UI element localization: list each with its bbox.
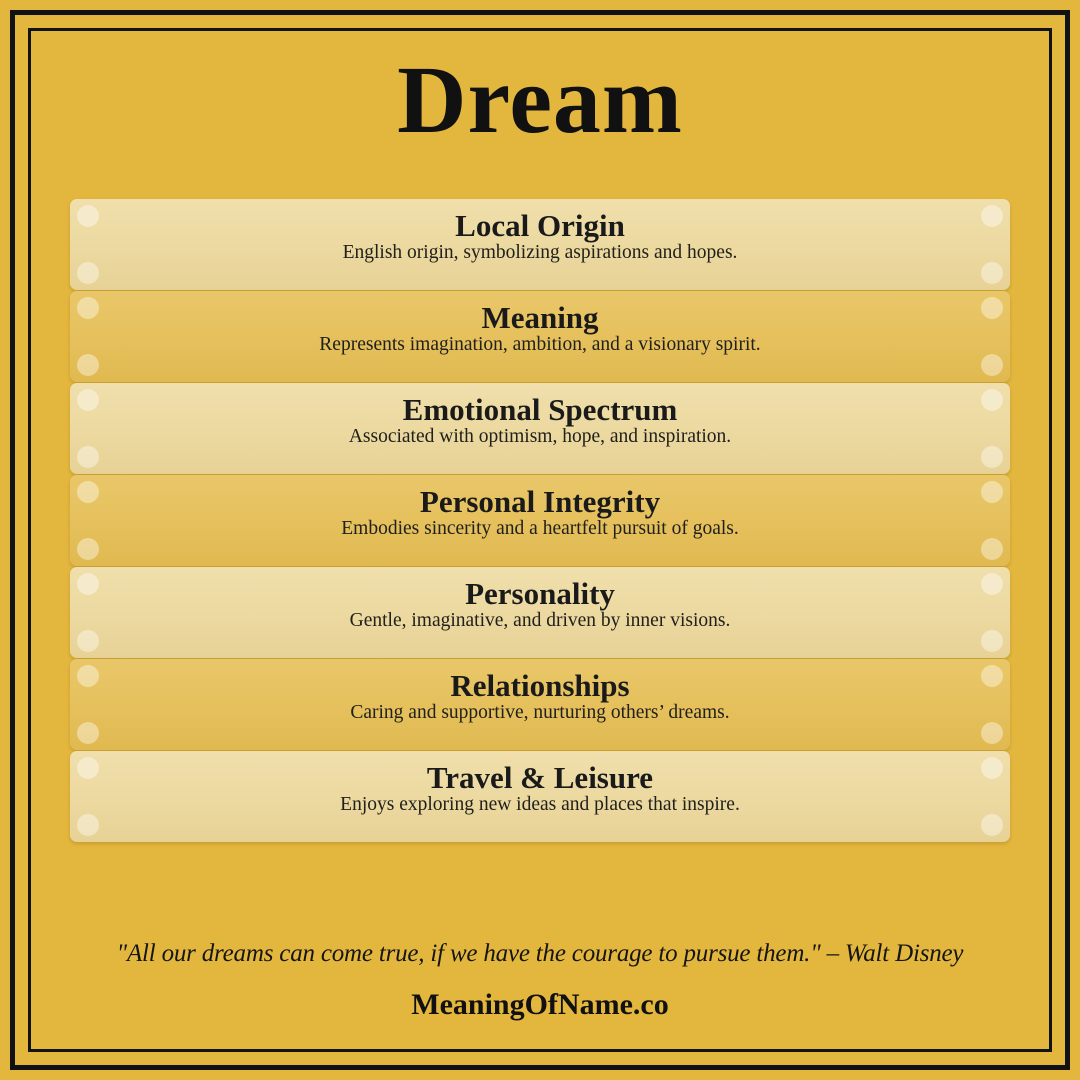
card-knob-icon — [77, 297, 99, 319]
card-knob-icon — [77, 538, 99, 560]
card-knob-icon — [77, 354, 99, 376]
card-knob-icon — [981, 757, 1003, 779]
card-description: English origin, symbolizing aspirations and hopes. — [342, 241, 738, 263]
card-knob-icon — [981, 481, 1003, 503]
attribute-card — [70, 751, 1010, 842]
attribute-card — [70, 291, 1010, 382]
card-knob-icon — [981, 630, 1003, 652]
card-knob-icon — [77, 630, 99, 652]
card-heading: Emotional Spectrum — [402, 391, 678, 427]
card-knob-icon — [981, 389, 1003, 411]
card-knob-icon — [981, 446, 1003, 468]
card-knob-icon — [77, 481, 99, 503]
card-knob-icon — [77, 262, 99, 284]
card-knob-icon — [981, 814, 1003, 836]
quote-text: "All our dreams can come true, if we have the courage to pursue them." – Walt Disney — [116, 940, 964, 967]
card-heading: Personality — [465, 575, 615, 611]
poster-footer — [40, 940, 1040, 1040]
card-knob-icon — [981, 665, 1003, 687]
card-description: Represents imagination, ambition, and a visionary spirit. — [319, 333, 761, 355]
card-knob-icon — [77, 573, 99, 595]
card-knob-icon — [77, 389, 99, 411]
page-title: Dream — [397, 46, 683, 153]
card-knob-icon — [77, 205, 99, 227]
card-heading: Relationships — [450, 667, 630, 703]
card-knob-icon — [981, 205, 1003, 227]
attribute-card — [70, 199, 1010, 290]
attribute-card-list — [40, 199, 1040, 842]
card-knob-icon — [77, 665, 99, 687]
card-heading: Local Origin — [455, 207, 625, 243]
site-name: MeaningOfName.co — [411, 988, 669, 1021]
card-knob-icon — [77, 446, 99, 468]
card-knob-icon — [981, 262, 1003, 284]
attribute-card — [70, 567, 1010, 658]
card-knob-icon — [981, 722, 1003, 744]
card-knob-icon — [981, 354, 1003, 376]
card-knob-icon — [77, 757, 99, 779]
card-description: Embodies sincerity and a heartfelt pursuit of goals. — [341, 517, 739, 539]
poster-content — [40, 38, 1040, 1040]
card-description: Gentle, imaginative, and driven by inner visions. — [349, 609, 731, 631]
attribute-card — [70, 475, 1010, 566]
card-heading: Travel & Leisure — [426, 759, 654, 795]
attribute-card — [70, 383, 1010, 474]
card-description: Associated with optimism, hope, and inspiration. — [348, 425, 732, 447]
card-knob-icon — [981, 573, 1003, 595]
attribute-card — [70, 659, 1010, 750]
card-knob-icon — [981, 297, 1003, 319]
card-knob-icon — [981, 538, 1003, 560]
card-knob-icon — [77, 722, 99, 744]
card-heading: Meaning — [481, 299, 599, 335]
card-heading: Personal Integrity — [419, 483, 661, 519]
card-knob-icon — [77, 814, 99, 836]
card-description: Enjoys exploring new ideas and places that inspire. — [340, 793, 740, 815]
card-description: Caring and supportive, nurturing others’ dreams. — [350, 701, 730, 723]
